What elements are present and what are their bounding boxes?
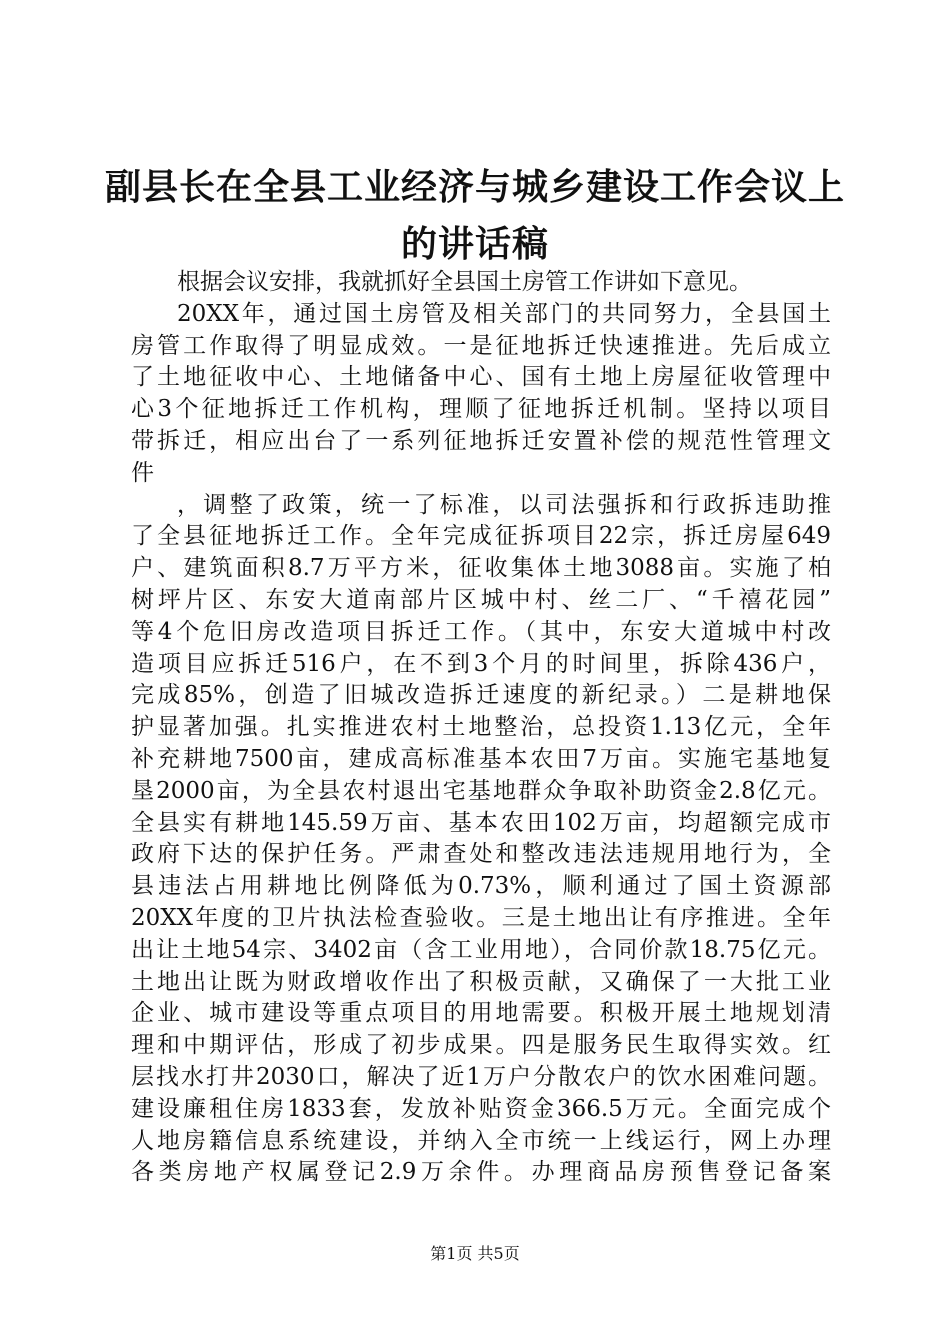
body-line: 垦2000亩，为全县农村退出宅基地群众争取补助资金2.8亿元。 (131, 777, 831, 804)
body-line: 带拆迁，相应出台了一系列征地拆迁安置补偿的规范性管理文 (131, 427, 831, 454)
document-title-line-2: 的讲话稿 (400, 224, 549, 265)
body-line: 户、建筑面积8.7万平方米，征收集体土地3088亩。实施了柏 (131, 555, 831, 582)
body-line: 土地出让既为财政增收作出了积极贡献，又确保了一大批工业 (131, 968, 831, 995)
body-line: 理和中期评估，形成了初步成果。四是服务民生取得实效。红 (131, 1032, 831, 1059)
body-line: 根据会议安排，我就抓好全县国土房管工作讲如下意见。 (177, 269, 752, 295)
body-line: 了土地征收中心、土地储备中心、国有土地上房屋征收管理中 (131, 364, 831, 391)
body-line: ，调整了政策，统一了标准，以司法强拆和行政拆违助推 (177, 491, 831, 518)
body-line: 企业、城市建设等重点项目的用地需要。积极开展土地规划清 (131, 1000, 831, 1027)
body-line: 等4个危旧房改造项目拆迁工作。（其中，东安大道城中村改 (131, 618, 831, 645)
body-line: 完成85%，创造了旧城改造拆迁速度的新纪录。）二是耕地保 (131, 682, 831, 709)
body-line: 各类房地产权属登记2.9万余件。办理商品房预售登记备案 (131, 1159, 831, 1186)
body-line: 了全县征地拆迁工作。全年完成征拆项目22宗，拆迁房屋649 (131, 523, 831, 550)
body-line: 房管工作取得了明显成效。一是征地拆迁快速推进。先后成立 (131, 332, 831, 359)
body-line: 全县实有耕地145.59万亩、基本农田102万亩，均超额完成市 (131, 809, 831, 836)
body-line: 出让土地54宗、3402亩（含工业用地），合同价款18.75亿元。 (131, 936, 831, 963)
document-body (131, 267, 831, 1189)
body-line: 件 (131, 459, 154, 486)
body-line: 层找水打井2030口，解决了近1万户分散农户的饮水困难问题。 (131, 1063, 831, 1090)
body-line: 人地房籍信息系统建设，并纳入全市统一上线运行，网上办理 (131, 1127, 831, 1154)
page-number-footer: 第1页 共5页 (430, 1244, 520, 1263)
body-line: 政府下达的保护任务。严肃查处和整改违法违规用地行为，全 (131, 841, 831, 868)
body-line: 补充耕地7500亩，建成高标准基本农田7万亩。实施宅基地复 (131, 745, 831, 772)
body-line: 建设廉租住房1833套，发放补贴资金366.5万元。全面完成个 (131, 1095, 831, 1122)
body-line: 县违法占用耕地比例降低为0.73%，顺利通过了国土资源部 (131, 873, 831, 900)
body-line: 树坪片区、东安大道南部片区城中村、丝二厂、“千禧花园” (131, 586, 831, 613)
body-line: 20XX年，通过国土房管及相关部门的共同努力，全县国土 (177, 300, 831, 327)
body-line: 护显著加强。扎实推进农村土地整治，总投资1.13亿元，全年 (131, 714, 831, 741)
body-line: 造项目应拆迁516户，在不到3个月的时间里，拆除436户， (131, 650, 831, 677)
document-title-line-1: 副县长在全县工业经济与城乡建设工作会议上 (104, 167, 845, 208)
body-line: 20XX年度的卫片执法检查验收。三是土地出让有序推进。全年 (131, 904, 831, 931)
body-line: 心3个征地拆迁工作机构，理顺了征地拆迁机制。坚持以项目 (131, 396, 831, 423)
